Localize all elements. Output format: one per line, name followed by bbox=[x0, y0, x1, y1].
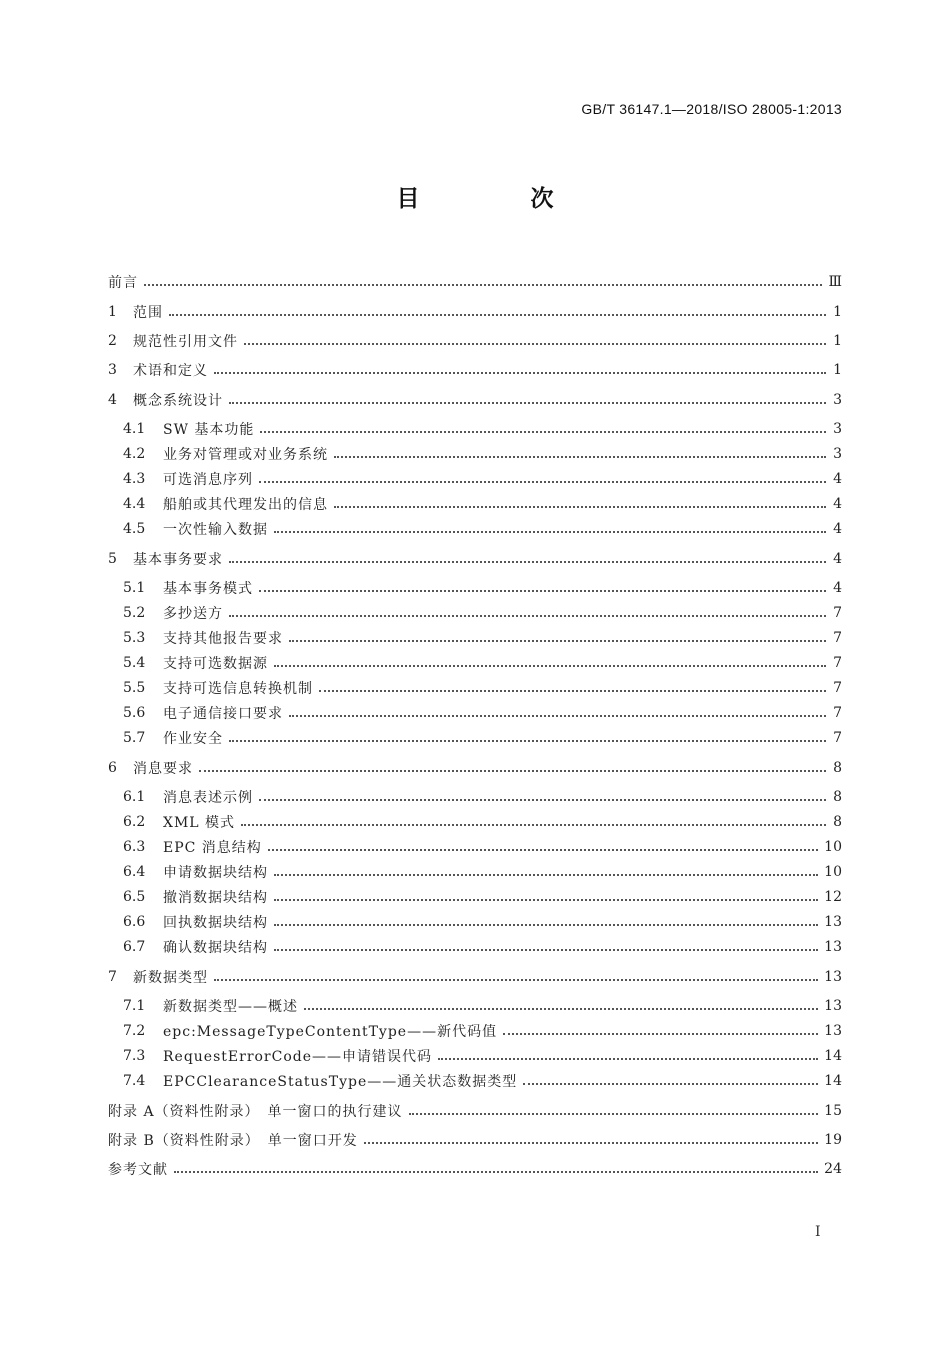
toc-entry-page: 13 bbox=[824, 998, 842, 1014]
toc-entry-number: 5.6 bbox=[123, 705, 146, 721]
dot-leader bbox=[274, 874, 818, 876]
toc-entry[interactable] bbox=[123, 602, 842, 624]
toc-entry-page: 10 bbox=[824, 864, 842, 880]
toc-entry-page: 15 bbox=[824, 1103, 842, 1119]
dot-leader bbox=[503, 1033, 818, 1035]
toc-entry-number: 5 bbox=[108, 551, 117, 567]
toc-entry-label: 支持可选数据源 bbox=[163, 656, 268, 672]
dot-leader bbox=[199, 770, 826, 772]
toc-entry-label: 范围 bbox=[133, 305, 163, 321]
dot-leader bbox=[214, 372, 826, 374]
toc-entry-page: 7 bbox=[833, 605, 842, 621]
toc-entry[interactable] bbox=[123, 1020, 842, 1042]
toc-entry-label: 撤消数据块结构 bbox=[163, 890, 268, 906]
dot-leader bbox=[274, 531, 826, 533]
toc-entry[interactable] bbox=[108, 271, 842, 293]
toc-entry-page: 7 bbox=[833, 705, 842, 721]
dot-leader bbox=[289, 715, 826, 717]
dot-leader bbox=[334, 506, 826, 508]
dot-leader bbox=[409, 1113, 819, 1115]
toc-entry-page: 1 bbox=[833, 333, 842, 349]
toc-entry-label: EPCClearanceStatusType——通关状态数据类型 bbox=[163, 1074, 518, 1090]
toc-entry-page: 13 bbox=[824, 914, 842, 930]
toc-entry-number: 6.5 bbox=[123, 889, 146, 905]
toc-entry-label: 新数据类型 bbox=[133, 970, 208, 986]
toc-entry-page: 24 bbox=[824, 1161, 842, 1177]
toc-entry[interactable] bbox=[123, 1045, 842, 1067]
toc-entry-page: 4 bbox=[833, 471, 842, 487]
dot-leader bbox=[438, 1058, 818, 1060]
toc-entry-label: 可选消息序列 bbox=[163, 472, 253, 488]
toc-entry[interactable] bbox=[123, 886, 842, 908]
dot-leader bbox=[274, 924, 818, 926]
toc-entry-number: 2 bbox=[108, 333, 117, 349]
toc-entry-page: 4 bbox=[833, 496, 842, 512]
toc-entry-label: 规范性引用文件 bbox=[133, 334, 238, 350]
dot-leader bbox=[274, 949, 818, 951]
toc-entry[interactable] bbox=[123, 836, 842, 858]
toc-entry[interactable] bbox=[123, 677, 842, 699]
toc-entry-page: 12 bbox=[824, 889, 842, 905]
toc-entry-number: 6.7 bbox=[123, 939, 146, 955]
toc-entry[interactable] bbox=[123, 995, 842, 1017]
toc-entry[interactable] bbox=[123, 577, 842, 599]
toc-entry-number: 6.4 bbox=[123, 864, 146, 880]
toc-entry-label: SW 基本功能 bbox=[163, 422, 255, 438]
toc-entry-number: 1 bbox=[108, 304, 117, 320]
toc-entry-label: 作业安全 bbox=[163, 731, 223, 747]
toc-entry-number: 7.3 bbox=[123, 1048, 146, 1064]
dot-leader bbox=[214, 979, 818, 981]
page-title: 目 次 bbox=[396, 186, 598, 212]
dot-leader bbox=[523, 1083, 818, 1085]
dot-leader bbox=[229, 561, 826, 563]
toc-entry-label: 新数据类型——概述 bbox=[163, 999, 298, 1015]
dot-leader bbox=[174, 1171, 818, 1173]
standard-number: GB/T 36147.1—2018/ISO 28005-1:2013 bbox=[581, 101, 842, 117]
toc-entry-number: 5.2 bbox=[123, 605, 146, 621]
dot-leader bbox=[304, 1008, 818, 1010]
toc-entry-page: 7 bbox=[833, 680, 842, 696]
dot-leader bbox=[229, 402, 826, 404]
toc-entry-page: 7 bbox=[833, 630, 842, 646]
toc-entry[interactable] bbox=[108, 389, 842, 411]
dot-leader bbox=[259, 481, 826, 483]
toc-entry-label: 前言 bbox=[108, 275, 138, 291]
toc-entry-number: 5.4 bbox=[123, 655, 146, 671]
toc-entry-label: 申请数据块结构 bbox=[163, 865, 268, 881]
toc-entry-label: XML 模式 bbox=[163, 815, 236, 831]
toc-entry[interactable] bbox=[123, 443, 842, 465]
toc-entry-number: 4.5 bbox=[123, 521, 146, 537]
toc-entry-label: 附录 B（资料性附录） 单一窗口开发 bbox=[108, 1133, 358, 1149]
toc-entry-number: 3 bbox=[108, 362, 117, 378]
toc-entry-number: 5.3 bbox=[123, 630, 146, 646]
toc-entry-label: 船舶或其代理发出的信息 bbox=[163, 497, 328, 513]
toc-entry-page: 19 bbox=[824, 1132, 842, 1148]
toc-entry-label: RequestErrorCode——申请错误代码 bbox=[163, 1049, 433, 1065]
toc-entry-label: 电子通信接口要求 bbox=[163, 706, 283, 722]
toc-entry[interactable] bbox=[123, 702, 842, 724]
toc-entry[interactable] bbox=[108, 1129, 842, 1151]
dot-leader bbox=[364, 1142, 818, 1144]
toc-entry-page: 10 bbox=[824, 839, 842, 855]
toc-entry[interactable] bbox=[123, 811, 842, 833]
toc-entry[interactable] bbox=[108, 330, 842, 352]
toc-entry[interactable] bbox=[123, 518, 842, 540]
toc-entry[interactable] bbox=[123, 727, 842, 749]
toc-entry-label: 支持其他报告要求 bbox=[163, 631, 283, 647]
dot-leader bbox=[260, 431, 826, 433]
toc-entry-number: 4.4 bbox=[123, 496, 146, 512]
toc-entry-label: 基本事务要求 bbox=[133, 552, 223, 568]
dot-leader bbox=[274, 899, 818, 901]
toc-entry-page: Ⅲ bbox=[828, 274, 842, 290]
dot-leader bbox=[274, 665, 826, 667]
toc-entry-page: 7 bbox=[833, 655, 842, 671]
dot-leader bbox=[289, 640, 826, 642]
toc-entry-label: 业务对管理或对业务系统 bbox=[163, 447, 328, 463]
toc-entry[interactable] bbox=[123, 861, 842, 883]
toc-entry[interactable] bbox=[123, 911, 842, 933]
toc-entry-number: 5.5 bbox=[123, 680, 146, 696]
toc-entry-number: 6.3 bbox=[123, 839, 146, 855]
toc-entry-page: 4 bbox=[833, 580, 842, 596]
toc-entry-label: 基本事务模式 bbox=[163, 581, 253, 597]
toc-entry-page: 3 bbox=[833, 421, 842, 437]
toc-entry-label: 回执数据块结构 bbox=[163, 915, 268, 931]
toc-entry-label: EPC 消息结构 bbox=[163, 840, 262, 856]
toc-entry-page: 8 bbox=[833, 789, 842, 805]
toc-entry-number: 7.4 bbox=[123, 1073, 146, 1089]
toc-entry[interactable] bbox=[108, 1100, 842, 1122]
toc-entry[interactable] bbox=[123, 936, 842, 958]
dot-leader bbox=[169, 314, 826, 316]
toc-entry[interactable] bbox=[123, 652, 842, 674]
toc-entry-label: epc:MessageTypeContentType——新代码值 bbox=[163, 1024, 498, 1040]
toc-entry-number: 4.3 bbox=[123, 471, 146, 487]
toc-entry-page: 14 bbox=[824, 1048, 842, 1064]
toc-entry[interactable] bbox=[123, 627, 842, 649]
toc-entry-number: 6 bbox=[108, 760, 117, 776]
toc-entry[interactable] bbox=[108, 966, 842, 988]
toc-entry-label: 术语和定义 bbox=[133, 363, 208, 379]
toc-entry-page: 4 bbox=[833, 551, 842, 567]
toc-entry-label: 支持可选信息转换机制 bbox=[163, 681, 313, 697]
dot-leader bbox=[334, 456, 826, 458]
toc-entry-number: 4 bbox=[108, 392, 117, 408]
toc-entry-page: 13 bbox=[824, 1023, 842, 1039]
dot-leader bbox=[241, 824, 826, 826]
toc-entry-page: 3 bbox=[833, 446, 842, 462]
dot-leader bbox=[259, 799, 826, 801]
dot-leader bbox=[144, 284, 822, 286]
toc-entry-label: 概念系统设计 bbox=[133, 393, 223, 409]
toc-entry[interactable] bbox=[108, 1158, 842, 1180]
toc-entry[interactable] bbox=[108, 359, 842, 381]
toc-entry-label: 附录 A（资料性附录） 单一窗口的执行建议 bbox=[108, 1104, 403, 1120]
toc-entry[interactable] bbox=[123, 493, 842, 515]
toc-entry[interactable] bbox=[123, 786, 842, 808]
toc-entry-label: 确认数据块结构 bbox=[163, 940, 268, 956]
toc-entry-number: 6.2 bbox=[123, 814, 146, 830]
toc-entry[interactable] bbox=[108, 301, 842, 323]
toc-entry-page: 1 bbox=[833, 304, 842, 320]
toc-entry-page: 13 bbox=[824, 969, 842, 985]
dot-leader bbox=[268, 849, 818, 851]
toc-entry-number: 7 bbox=[108, 969, 117, 985]
page-number: I bbox=[815, 1224, 821, 1240]
toc-entry-label: 一次性输入数据 bbox=[163, 522, 268, 538]
toc-entry-number: 5.7 bbox=[123, 730, 146, 746]
toc-entry[interactable] bbox=[123, 468, 842, 490]
toc-entry-page: 8 bbox=[833, 814, 842, 830]
dot-leader bbox=[244, 343, 826, 345]
toc-entry-label: 多抄送方 bbox=[163, 606, 223, 622]
dot-leader bbox=[229, 615, 826, 617]
toc-entry-number: 5.1 bbox=[123, 580, 146, 596]
toc-entry-page: 7 bbox=[833, 730, 842, 746]
toc-entry-number: 7.1 bbox=[123, 998, 146, 1014]
toc-entry[interactable] bbox=[123, 1070, 842, 1092]
toc-entry-label: 参考文献 bbox=[108, 1162, 168, 1178]
toc-entry-page: 8 bbox=[833, 760, 842, 776]
toc-entry-page: 13 bbox=[824, 939, 842, 955]
dot-leader bbox=[259, 590, 826, 592]
toc-entry-number: 4.1 bbox=[123, 421, 146, 437]
toc-entry-number: 4.2 bbox=[123, 446, 146, 462]
toc-entry-page: 14 bbox=[824, 1073, 842, 1089]
toc-entry[interactable] bbox=[108, 757, 842, 779]
dot-leader bbox=[229, 740, 826, 742]
toc-entry-page: 1 bbox=[833, 362, 842, 378]
dot-leader bbox=[319, 690, 826, 692]
toc-entry-page: 4 bbox=[833, 521, 842, 537]
toc-entry-label: 消息表述示例 bbox=[163, 790, 253, 806]
toc-entry-number: 6.1 bbox=[123, 789, 146, 805]
toc-entry-page: 3 bbox=[833, 392, 842, 408]
toc-entry-label: 消息要求 bbox=[133, 761, 193, 777]
toc-entry[interactable] bbox=[108, 548, 842, 570]
toc-entry[interactable] bbox=[123, 418, 842, 440]
toc-entry-number: 6.6 bbox=[123, 914, 146, 930]
toc-entry-number: 7.2 bbox=[123, 1023, 146, 1039]
